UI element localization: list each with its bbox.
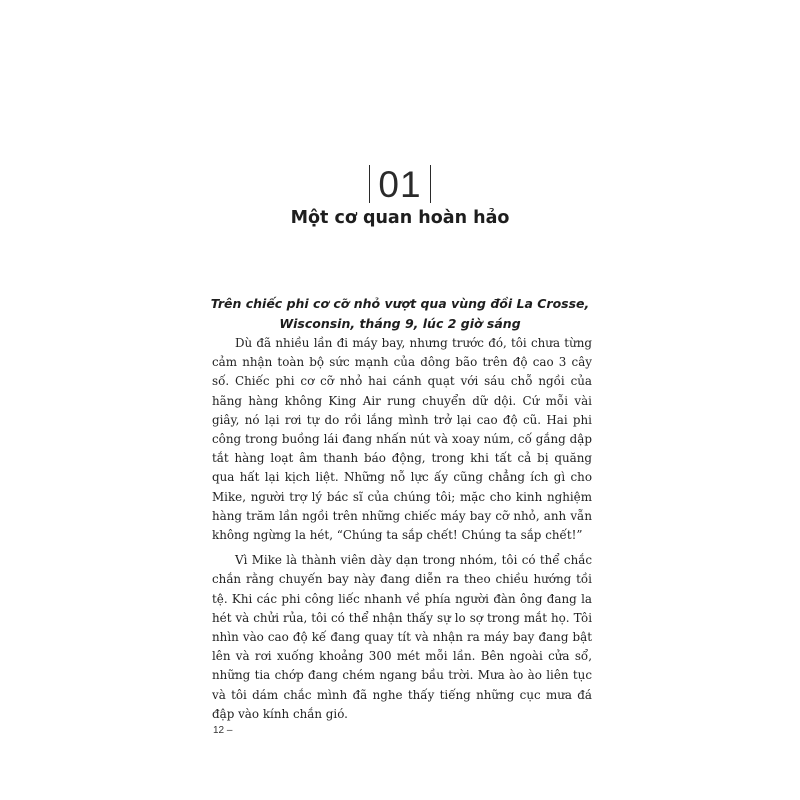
chapter-number-text: 01	[378, 164, 422, 205]
paragraph: Dù đã nhiều lần đi máy bay, nhưng trước đó, tôi chưa từng cảm nhận toàn bộ sức mạnh của dông bão trên độ cao 3 cây số. Chiếc phi cơ cỡ nhỏ hai cánh quạt với sáu chỗ ngồi của hãng hàng không King Air rung chuyển dữ dội. Cứ mỗi vài giây, nó lại rơi tự do rồi lắng mình trở lại cao độ cũ. Hai phi công trong buồng lái đang nhấn nút và xoay núm, cố gắng dập tắt hàng loạt âm thanh báo động, trong khi tất cả bị quăng qua hất lại kịch liệt. Những nỗ lực ấy cũng chẳng ích gì cho Mike, người trợ lý bác sĩ của chúng tôi; mặc cho kinh nghiệm hàng trăm lần ngồi trên những chiếc máy bay cỡ nhỏ, anh vẫn không ngừng la hét, “Chúng ta sắp chết! Chúng ta sắp chết!”	[212, 336, 592, 543]
chapter-title: Một cơ quan hoàn hảo	[290, 208, 510, 228]
epigraph	[200, 294, 600, 334]
chapter-number	[0, 163, 800, 207]
body-text	[212, 334, 592, 724]
right-divider-bar	[430, 165, 432, 203]
paragraph: Vì Mike là thành viên dày dạn trong nhóm, tôi có thể chắc chắn rằng chuyến bay này đang diễn ra theo chiều hướng tồi tệ. Khi các phi công liếc nhanh về phía người đàn ông đang la hét và chửi rủa, tôi có thể nhận thấy sự lo sợ trong mắt họ. Tôi nhìn vào cao độ kế đang quay tít và nhận ra máy bay đang bật lên và rơi xuống khoảng 300 mét mỗi lần. Bên ngoài cửa sổ, những tia chớp đang chém ngang bầu trời. Mưa ào ào liên tục và tôi dám chắc mình đã nghe thấy tiếng những cục mưa đá đập vào kính chắn gió.	[212, 553, 592, 721]
left-divider-bar	[369, 165, 371, 203]
epigraph-line-2: Wisconsin, tháng 9, lúc 2 giờ sáng	[279, 316, 521, 331]
epigraph-line-1: Trên chiếc phi cơ cỡ nhỏ vượt qua vùng đồi La Crosse,	[210, 296, 590, 311]
page-number: 12 –	[213, 725, 233, 736]
